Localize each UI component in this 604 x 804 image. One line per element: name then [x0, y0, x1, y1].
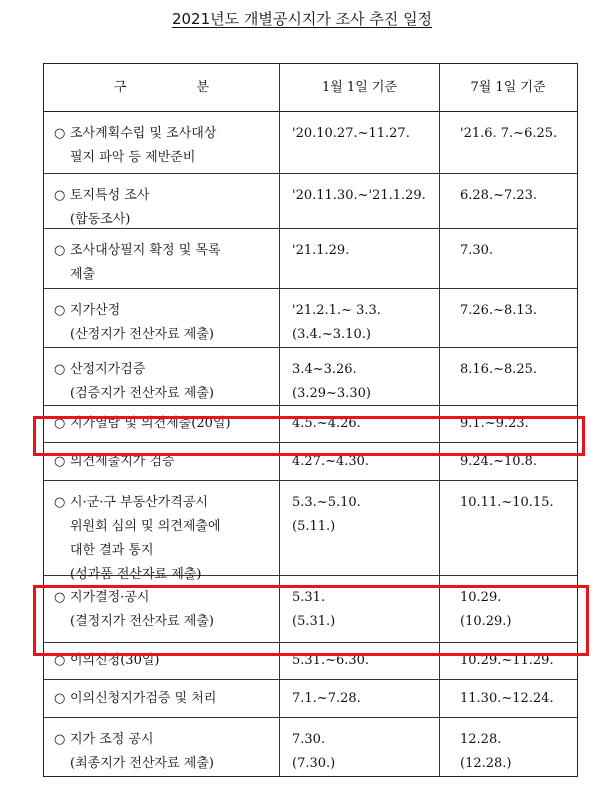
bullet-icon: ○ — [54, 303, 66, 318]
task-cell — [44, 348, 280, 405]
jul-date-cell-line: 12.28. — [460, 732, 502, 747]
task-cell-text: 지가산정 — [70, 303, 121, 318]
jan-date-cell-line: (5.31.) — [292, 614, 336, 629]
task-cell-line — [54, 491, 273, 515]
jan-date-cell-line: 7.1.~7.28. — [292, 690, 361, 706]
jan-date-cell — [280, 718, 440, 776]
task-cell-line — [54, 184, 273, 208]
task-cell-line — [54, 239, 273, 263]
task-cell-text: 조사계획수립 및 조사대상 — [70, 126, 217, 141]
task-cell-text: 지가 조정 공시 — [70, 732, 154, 747]
bullet-icon: ○ — [54, 690, 66, 706]
task-cell-text: 조사대상필지 확정 및 목록 — [70, 243, 221, 258]
header-category-char-2: 분 — [196, 79, 210, 95]
jan-date-cell-line: 7.30. — [292, 732, 326, 747]
jan-date-cell-line: 4.5.~4.26. — [292, 416, 361, 431]
table-row — [44, 680, 577, 718]
page-title: 2021년도 개별공시지가 조사 추진 일정 — [171, 10, 433, 28]
task-cell-text: 이의신청(30일) — [70, 653, 160, 668]
jul-date-cell-line: (12.28.) — [460, 756, 512, 771]
jul-date-cell-line: 10.11.~10.15. — [460, 495, 554, 510]
table-row — [44, 112, 577, 174]
task-cell-line — [54, 122, 273, 146]
bullet-icon: ○ — [54, 243, 66, 258]
jul-date-cell-line: '21.6. 7.~6.25. — [460, 126, 558, 141]
jan-date-cell — [280, 174, 440, 228]
jan-date-cell-line: '20.10.27.~11.27. — [292, 126, 410, 141]
jul-date-cell — [440, 289, 576, 347]
task-cell-text: 지가열람 및 의견제출(20일) — [70, 416, 231, 431]
task-cell-line: (합동조사) — [70, 212, 131, 227]
jan-date-cell-line: '20.11.30.~'21.1.29. — [292, 188, 426, 203]
task-cell-text: 산정지가검증 — [70, 362, 146, 377]
task-cell-text: 의견제출지가 검증 — [70, 453, 175, 469]
table-row — [44, 289, 577, 348]
jan-date-cell-line: 5.31. — [292, 590, 326, 605]
jan-date-cell — [280, 229, 440, 288]
jan-date-cell-line: 5.31.~6.30. — [292, 653, 370, 668]
jul-date-cell-line: 10.29. — [460, 590, 502, 605]
jul-date-cell-line: 11.30.~12.24. — [460, 690, 554, 706]
jul-date-cell — [440, 229, 576, 288]
jan-date-cell — [280, 348, 440, 405]
jul-date-cell — [440, 718, 576, 776]
jul-date-cell — [440, 348, 576, 405]
task-cell-line: (산정지가 전산자료 제출) — [70, 327, 214, 342]
task-cell-line — [54, 687, 216, 711]
jul-date-cell — [440, 680, 576, 717]
table-row — [44, 481, 577, 582]
highlight-box-decision — [33, 585, 589, 656]
bullet-icon: ○ — [54, 653, 66, 668]
jul-date-cell — [440, 112, 576, 173]
table-row — [44, 229, 577, 289]
task-cell-line: 제출 — [70, 267, 96, 282]
jan-date-cell-line: 3.4~3.26. — [292, 362, 357, 377]
task-cell-text: 지가결정·공시 — [70, 590, 150, 605]
highlight-box-objection — [33, 416, 585, 456]
task-cell — [44, 174, 280, 228]
bullet-icon: ○ — [54, 590, 66, 605]
task-cell-line: 위원회 심의 및 의견제출에 — [70, 519, 221, 534]
bullet-icon: ○ — [54, 453, 66, 469]
header-category-char-1: 구 — [113, 79, 127, 95]
jan-date-cell-line: '21.2.1.~ 3.3. — [292, 303, 381, 318]
jan-date-cell — [280, 680, 440, 717]
jul-date-cell-line: 10.29.~11.29. — [460, 653, 554, 668]
task-cell-line: (최종지가 전산자료 제출) — [70, 756, 214, 771]
header-category — [44, 64, 280, 111]
header-jan: 1월 1일 기준 — [280, 64, 440, 111]
task-cell-line — [54, 358, 273, 382]
bullet-icon: ○ — [54, 495, 66, 510]
task-cell-line: 대한 결과 통지 — [70, 543, 154, 558]
task-cell-line: 필지 파악 등 제반준비 — [70, 150, 196, 165]
jan-date-cell-line: '21.1.29. — [292, 243, 350, 258]
jul-date-cell-line: 7.26.~8.13. — [460, 303, 538, 318]
task-cell-line — [54, 728, 273, 752]
jul-date-cell-line: 9.24.~10.8. — [460, 453, 538, 469]
bullet-icon: ○ — [54, 732, 66, 747]
task-cell — [44, 718, 280, 776]
task-cell — [44, 112, 280, 173]
jul-date-cell-line: (10.29.) — [460, 614, 512, 629]
jul-date-cell — [440, 481, 576, 575]
jul-date-cell-line: 8.16.~8.25. — [460, 362, 538, 377]
bullet-icon: ○ — [54, 188, 66, 203]
task-cell-text: 시·군·구 부동산가격공시 — [70, 495, 208, 510]
task-cell-line: (결정지가 전산자료 제출) — [70, 614, 214, 629]
jul-date-cell-line: 7.30. — [460, 243, 494, 258]
jul-date-cell — [440, 174, 576, 228]
jan-date-cell — [280, 112, 440, 173]
table-header-row — [44, 64, 577, 112]
jan-date-cell — [280, 481, 440, 575]
jan-date-cell — [280, 289, 440, 347]
task-cell — [44, 680, 280, 717]
task-cell-line — [54, 299, 273, 323]
jan-date-cell-line: (7.30.) — [292, 756, 336, 771]
jan-date-cell-line: (3.4.~3.10.) — [292, 327, 371, 342]
task-cell — [44, 481, 280, 582]
jan-date-cell-line: 5.3.~5.10. — [292, 495, 361, 510]
task-cell-text: 이의신청지가검증 및 처리 — [70, 690, 217, 706]
task-cell-text: 토지특성 조사 — [70, 188, 150, 203]
table-row — [44, 174, 577, 229]
jan-date-cell-line: 4.27.~4.30. — [292, 453, 370, 469]
task-cell-line: (검증지가 전산자료 제출) — [70, 386, 214, 401]
jul-date-cell-line: 6.28.~7.23. — [460, 188, 538, 203]
bullet-icon: ○ — [54, 126, 66, 141]
header-jul: 7월 1일 기준 — [470, 79, 546, 95]
bullet-icon: ○ — [54, 416, 66, 431]
bullet-icon: ○ — [54, 362, 66, 377]
jan-date-cell-line: (5.11.) — [292, 519, 336, 534]
task-cell-line: (성과품 전산자료 제출) — [70, 567, 202, 582]
task-cell — [44, 289, 280, 347]
task-cell — [44, 229, 280, 288]
jan-date-cell-line: (3.29~3.30) — [292, 386, 371, 401]
table-row — [44, 718, 577, 776]
table-row — [44, 348, 577, 406]
jul-date-cell-line: 9.1.~9.23. — [460, 416, 529, 431]
